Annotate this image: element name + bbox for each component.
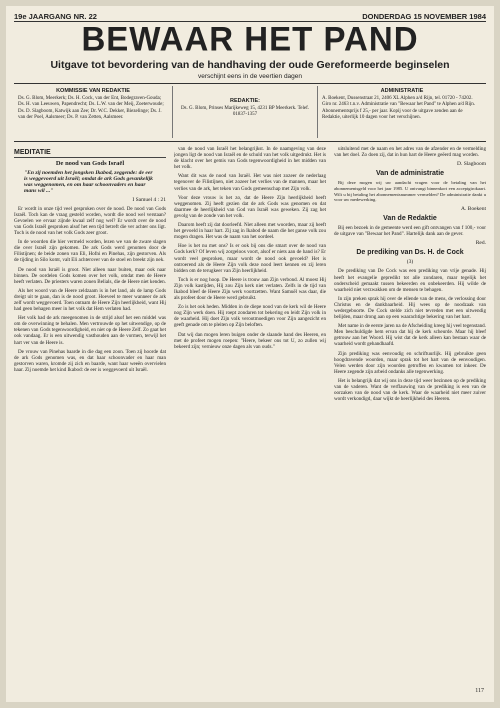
paragraph: Zo is het ook heden. Midden in de diepe nood van de kerk wil de Heere nog Zijn werk doen. Hij roept zondaren tot bekering en leidt Zijn volk in de waarheid. Hij doet Zijn volk verootmoedigen voor Zijn aangezicht en geeft genade om te pleiten op Zijn beloften. — [174, 304, 326, 329]
paragraph: Als het woord van de Heere zeldzaam is in het land, als de lamp Gods dreigt uit te gaan, dan is de nood groot. Hoeveel te meer wanneer de ark zelf wordt weggevoerd. Toen ontnam de Heere Zijn heerlijkheid, want Hij had geen behagen meer in het volk dat Hem verlaten had. — [14, 287, 166, 313]
divider — [14, 83, 486, 84]
signature: A. Boekent — [460, 205, 486, 212]
section-heading-redaktie: Van de Redaktie — [383, 214, 437, 222]
paragraph: De nood van Israël is groot. Niet alleen naar buiten, maar ook naar binnen. De oordelen Gods komen over het volk, omdat men de Heere heeft verlaten. De priesters waren zonen Belials, die de Heere niet kenden. — [14, 266, 166, 285]
masthead — [14, 86, 486, 138]
paragraph: Want dit was de nood van Israël. Het was niet zozeer de nederlaag tegenover de Filistijnen, niet zozeer het verlies van de mannen, maar het verlies van de ark, het teken van Gods gemeenschap met Zijn volk. — [174, 173, 326, 192]
redaction-text: Ds. G. Blom, Prinses Marijkeweg 15, 4231 BP Meerkerk. Telef. 01837-1357 — [180, 106, 310, 118]
series-number: (3) — [406, 259, 414, 266]
paragraph: De prediking van De Cock was een prediking van vrije genade. Hij heeft het evangelie gepredikt tot alle zondaren, maar tegelijk het onderscheid gemaakt tussen bekeerden en onbekeerden. Hij wilde de waarheid niet verzwakken om de mensen te behagen. — [334, 268, 486, 293]
article-title: De nood van Gods Israël — [55, 160, 125, 168]
newspaper-title: BEWAAR HET PAND — [81, 19, 419, 58]
paragraph: Dat wij dan mogen leren buigen onder de slaande hand des Heeren, en met de profeet mogen roepen: "Heere, bekeer ons tot U, zo zullen wij bekeerd zijn; vernieuw onze dagen als van ouds." — [174, 331, 326, 350]
column-3 — [334, 146, 486, 696]
column-1 — [14, 146, 166, 696]
newspaper-subtitle: Uitgave tot bevordering van de handhaving der oude Gereformeerde beginselen — [50, 59, 450, 71]
paragraph: Zijn prediking was eenvoudig en schriftuurlijk. Hij gebruikte geen hoogdravende woorden, maar sprak tot het hart van de eenvoudigen. Velen werden door zijn woorden getroffen en kwamen tot inkeer. De Heere zegende zijn arbeid ondanks alle tegenwerking. — [334, 350, 486, 375]
paragraph: van de nood van Israël het belangrijkst. In de naamgeving van deze jongen ligt de nood van Israël en de schuld van het volk uitgedrukt. Het is de klacht over het gemis van Gods tegenwoordigheid in het midden van het volk. — [174, 146, 326, 171]
paragraph: Daarom heeft zij dat doorleefd. Niet alleen met woorden, maar zij heeft het gevoeld in haar hart. Zij zag in Ikabod de naam die het ganse volk zou mogen dragen. Het was de naam van het oordeel. — [174, 222, 326, 241]
section-heading-meditatie: MEDITATIE — [14, 150, 166, 158]
redaction-title: REDAKTIE: — [230, 98, 260, 104]
article-columns — [14, 146, 486, 696]
paragraph: Bij een bezoek in de gemeente werd een gift ontvangen van f 100,- voor de uitgave van "Bewaar het Pand". Hartelijk dank aan de gever. — [334, 224, 486, 238]
section-heading-administratie: Van de administratie — [375, 170, 445, 178]
signature: Red. — [475, 240, 486, 247]
paragraph: Er wordt in onze tijd veel gesproken over de nood. De nood van Gods Israël. Toch kan de vraag gesteld worden, wordt die nood wel verstaan? Gevoelen we ervaar zijnde kwaal zelf nog wel? Er wordt over de nood van Gods Israël gesproken alsof het een tijd betreft die ver achter ons ligt. Toch is de nood van het volk Gods zeer groot. — [14, 205, 166, 237]
newspaper-page — [6, 6, 494, 702]
commission-box — [14, 86, 173, 138]
paragraph: Voor deze vrouw is het zo, dat de Heere Zijn heerlijkheid heeft weggenomen. Zij heeft gezien dat de ark Gods was genomen en dat daarmee de heerlijkheid van God van Israël was geweken. Zij zag het gevolg van de zonde van het volk. — [174, 194, 326, 219]
page-number: 117 — [475, 688, 484, 694]
scripture-verse: "En zij noemden het jongsken Ikabod, zeggende: de eer is weggevoerd uit Israël; omdat de ark Gods gevankelijk was weggenomen, en om haar schoonvaders en haar mans wil ..." — [24, 170, 153, 195]
paragraph: In zijn preken sprak hij over de ellende van de mens, de verlossing door Christus en de dankbaarheid. Hij wees op de noodzaak van wedergeboorte. De Cock stelde zich niet tevreden met een uitwendig belijden, maar drong aan op een waarachtige bekering van het hart. — [334, 295, 486, 321]
divider — [14, 141, 486, 142]
paragraph: Met name in de eerste jaren na de Afscheiding kreeg hij veel tegenstand. Men beschuldigde hem ervan dat hij de kerk scheurde. Maar hij bleef getrouw aan het Woord. Hij wist dat de kerk alleen kan bestaan waar de waarheid wordt gehandhaafd. — [334, 323, 486, 348]
paragraph: Hoe is het nu met ons? Is er ook bij ons die smart over de nood van Gods kerk? Of leven wij zorgeloos voort, alsof er niets aan de hand is? Er wordt veel gesproken, maar wordt de nood ook gevoeld? Het is ontroerend als de Heere Zijn volk deze nood leert kennen en zij leren bidden om de terugkeer van Zijn heerlijkheid. — [174, 243, 326, 274]
scripture-reference: I Samuel 4 : 21 — [132, 196, 166, 203]
paragraph: Toch is er nog hoop. De Heere is trouw aan Zijn verbond. Al moest Hij Zijn volk kastijden, Hij zou Zijn kerk niet verlaten. Zelfs in de tijd van Ikabod bleef de Heere Zijn werk voortzetten. Want Samuël was daar, die als profeet door de Heere werd gebruikt. — [174, 276, 326, 302]
paragraph: Bij deze mogen wij uw aandacht vragen voor de betaling van het abonnementsgeld voor het jaar 1985. U ontvangt binnenkort een acceptgirokaart. Wilt u bij betaling het abonnementsnummer vermelden? De administratie dankt u voor uw medewerking. — [334, 180, 486, 203]
paragraph: Het volk had de ark meegenomen in de strijd alsof het een middel was om de overwinning te behalen. Men vertrouwde op het uitwendige, op de tekenen van Gods tegenwoordigheid, en niet op de Heere Zelf. Zo gaat het ook vandaag. Er is een uitwendig vasthouden aan de vormen, terwijl het hart ver van de Heere is. — [14, 315, 166, 346]
administration-text: A. Boekent, Dussenstraat 21, 2406 XL Alphen a/d Rijn, tel. 01720 - 74202. Giro nr. 2463 t.n.v. Administratie van "Bewaar het Pand" te Alphen a/d Rijn. Abonnementsprijs f 25,- per jaar. Kopij voor de uitgave zenden aan de Redaktie, uiterlijk 10 dagen voor het verschijnen. — [322, 96, 476, 120]
section-heading-prediking: De prediking van Ds. H. de Cock — [356, 249, 464, 257]
volume-number: 19e JAARGANG NR. 22 — [14, 12, 97, 21]
commission-title: KOMMISSIE VAN REDAKTIE — [56, 88, 130, 94]
issue-date: DONDERDAG 15 NOVEMBER 1984 — [362, 12, 486, 21]
administration-box — [318, 86, 486, 138]
paragraph: uitsluitend met de naam en het adres van de afzender en de vermelding van het doel. Zo doen zij, dat in hun hart de Heere geëerd mag worden. — [334, 146, 486, 159]
paragraph: In de woorden die hier vermeld worden, lezen we van de zware slagen die over Israël zijn gekomen. De ark Gods werd genomen door de Filistijnen; de beide zonen van Eli, Hofni en Pinehas, zijn gestorven. Als de tijding in Silo komt, valt Eli achterover van de stoel en breekt zijn nek. — [14, 239, 166, 264]
paragraph: De vrouw van Pinehas baarde in die dag een zoon. Toen zij hoorde dat de ark Gods genomen was, en dat haar schoonvader en haar man gestorven waren, kromde zij zich en baarde, want haar weeën overvielen haar. Zij noemde het kind Ikabod: de eer is weggevoerd uit Israël. — [14, 348, 166, 373]
redaction-box — [173, 86, 318, 138]
paragraph: Het is belangrijk dat wij ons in deze tijd weer bezinnen op de prediking van de vaderen. Want de verflauwing van de prediking is een van de oorzaken van de nood van de kerk. Waar de waarheid niet meer zuiver wordt verkondigd, daar wijkt de heerlijkheid des Heeren. — [334, 377, 486, 403]
column-2 — [174, 146, 326, 696]
administration-title: ADMINISTRATIE — [380, 88, 424, 94]
publication-frequency: verschijnt eens in de veertien dagen — [197, 73, 303, 80]
commission-text: Ds. G. Blom, Meerkerk; Ds. H. Cock, van der Ent, Bodegraven-Gouda; Ds. H. van Leeuwen, Papendrecht; Ds. L.W. van der Meij, Zoeterwoude; Ds. D. Slagboom, Katwijk aan Zee; Dr. W.C. Dekker, Biezelinge; Ds. J. van der Poel, Aalsmeer; Ds. P. van Zetten, Aalsmeer. — [18, 96, 164, 120]
signature: D. Slagboom — [456, 161, 486, 168]
